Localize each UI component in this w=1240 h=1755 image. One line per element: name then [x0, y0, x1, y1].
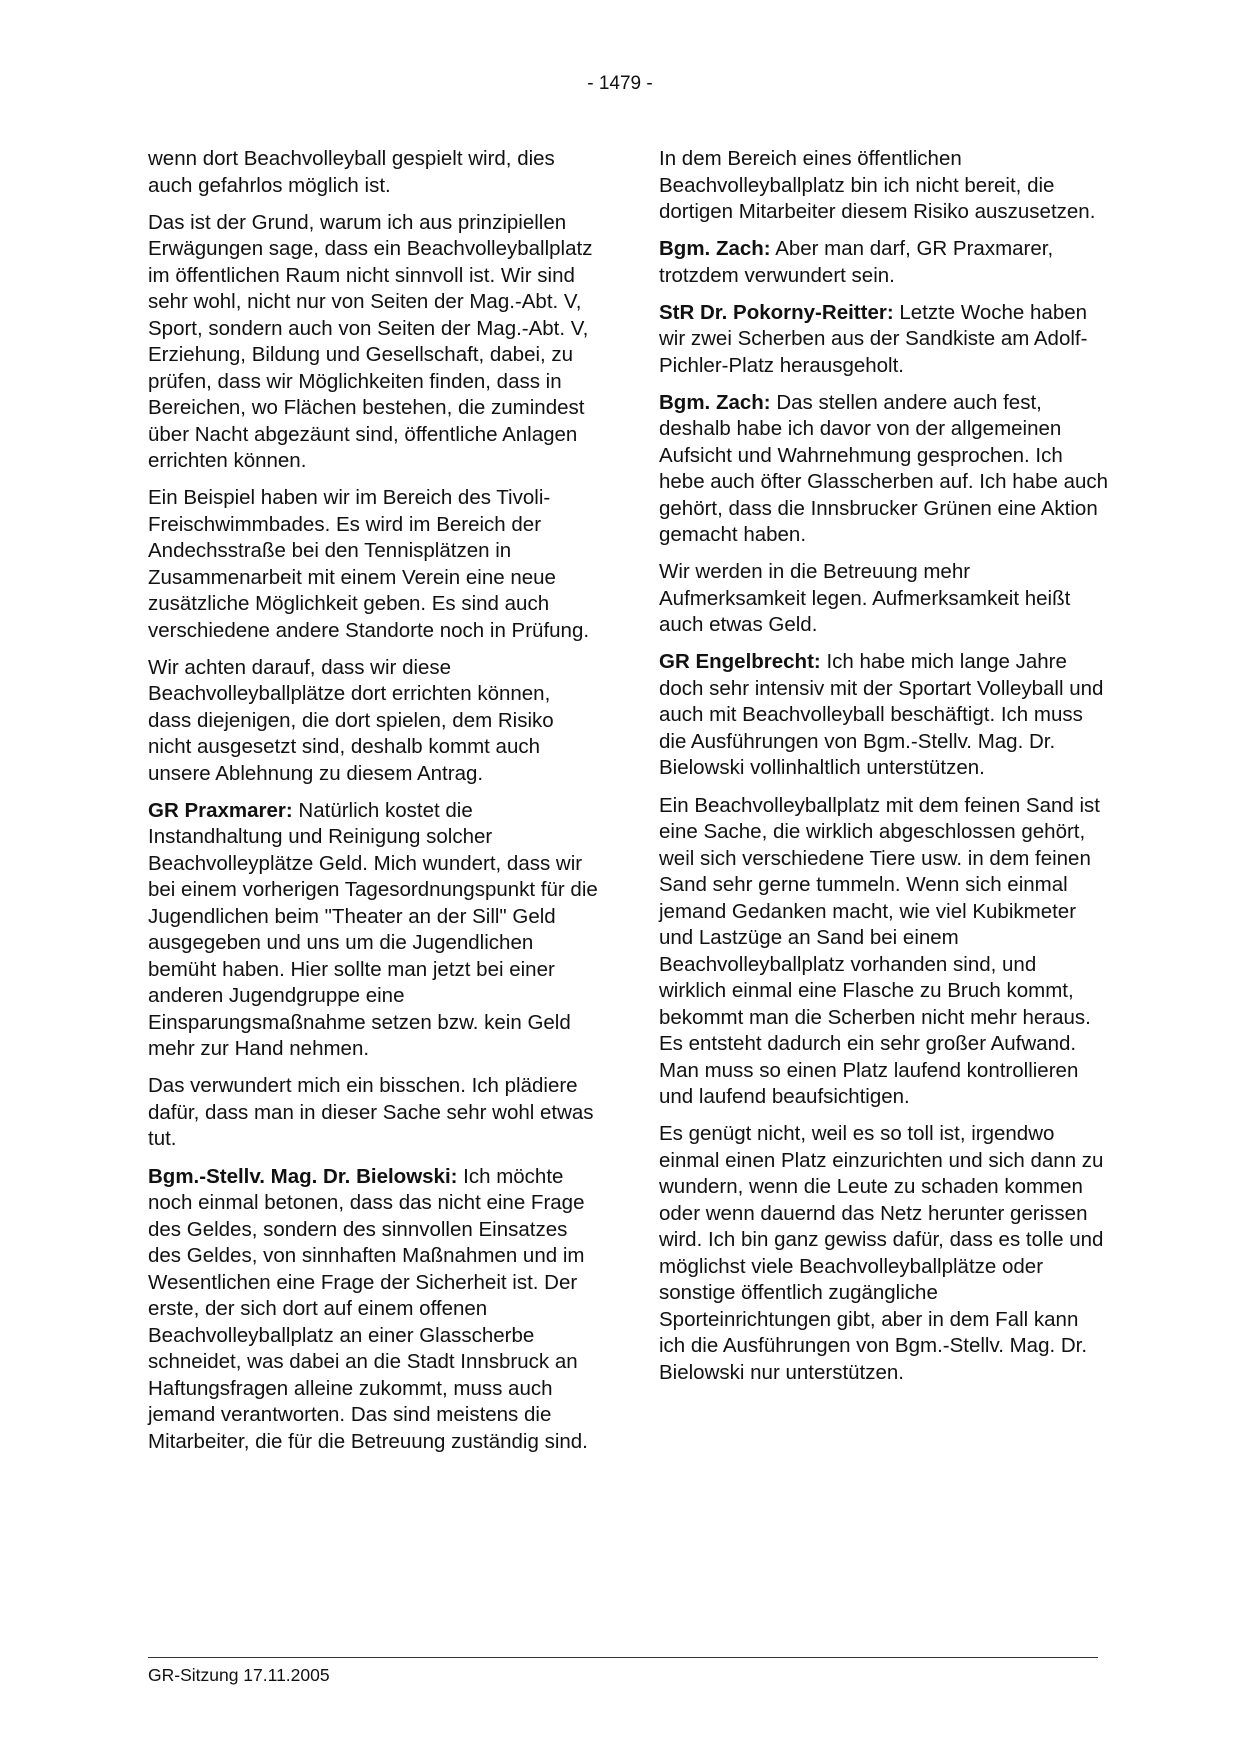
speaker-name: GR Praxmarer: [148, 798, 293, 822]
paragraph [659, 793, 1109, 1111]
paragraph-text: wenn dort Beachvolleyball gespielt wird, dies auch gefahrlos möglich ist. [148, 147, 555, 197]
paragraph [659, 649, 1109, 782]
footer-session-date: GR-Sitzung 17.11.2005 [148, 1665, 330, 1685]
paragraph-text: Ein Beachvolleyballplatz mit dem feinen Sand ist eine Sache, die wirklich abgeschlossen gehört, weil sich verschiedene Tiere usw. in dem feinen Sand sehr gerne tummeln. Wenn sich einmal jemand Gedanken macht, wie viel Kubikmeter und Lastzüge an Sand bei einem Beachvolleyballplatz vorhanden sind, und wirklich einmal eine Flasche zu Bruch kommt, bekommt man die Scherben nicht mehr heraus. Es entsteht dadurch ein sehr großer Aufwand. Man muss so einen Platz laufend kontrollieren und laufend beaufsichtigen. [659, 793, 1100, 1109]
speaker-name: StR Dr. Pokorny-Reitter: [659, 300, 894, 324]
left-column [148, 146, 598, 1466]
paragraph [659, 300, 1109, 380]
speaker-name: GR Engelbrecht: [659, 650, 821, 674]
paragraph-text: Ich habe mich lange Jahre doch sehr intensiv mit der Sportart Volleyball und auch mit Beachvolleyball beschäftigt. Ich muss die Ausführungen von Bgm.-Stellv. Mag. Dr. Bielowski vollinhaltlich unterstützen. [659, 650, 1104, 780]
paragraph [148, 655, 598, 788]
paragraph [148, 798, 598, 1063]
paragraph-text: Ich möchte noch einmal betonen, dass das nicht eine Frage des Geldes, sondern des sinnvollen Einsatzes des Geldes, von sinnhaften Maßnahmen und im Wesentlichen eine Frage der Sicherheit ist. Der erste, der sich dort auf einem offenen Beachvolleyballplatz an einer Glasscherbe schneidet, was dabei an die Stadt Innsbruck an Haftungsfragen alleine zukommt, muss auch jemand verantworten. Das sind meistens die Mitarbeiter, die für die Betreuung zuständig sind. [148, 1164, 588, 1453]
paragraph [148, 146, 598, 199]
right-column [659, 146, 1109, 1397]
paragraph-text: Das ist der Grund, warum ich aus prinzipiellen Erwägungen sage, dass ein Beachvolleyballplatz im öffentlichen Raum nicht sinnvoll ist. Wir sind sehr wohl, nicht nur von Seiten der Mag.-Abt. V, Sport, sondern auch von Seiten der Mag.-Abt. V, Erziehung, Bildung und Gesellschaft, dabei, zu prüfen, dass wir Möglichkeiten finden, dass in Bereichen, wo Flächen bestehen, die zumindest über Nacht abgezäunt sind, öffentliche Anlagen errichten können. [148, 210, 593, 473]
paragraph-text: Natürlich kostet die Instandhaltung und Reinigung solcher Beachvolleyplätze Geld. Mich wundert, dass wir bei einem vorherigen Tagesordnungspunkt für die Jugendlichen beim "Theater an der Sill" Geld ausgegeben und uns um die Jugendlichen bemüht haben. Hier sollte man jetzt bei einer anderen Jugendgruppe eine Einsparungsmaßnahme setzen bzw. kein Geld mehr zur Hand nehmen. [148, 798, 598, 1061]
paragraph [659, 236, 1109, 289]
paragraph [148, 210, 598, 475]
speaker-name: Bgm.-Stellv. Mag. Dr. Bielowski: [148, 1164, 458, 1188]
paragraph-text: Aber man darf, GR Praxmarer, trotzdem verwundert sein. [659, 237, 1054, 287]
paragraph-text: Wir werden in die Betreuung mehr Aufmerksamkeit legen. Aufmerksamkeit heißt auch etwas Geld. [659, 560, 1071, 637]
paragraph [659, 146, 1109, 226]
paragraph-text: Letzte Woche haben wir zwei Scherben aus der Sandkiste am Adolf-Pichler-Platz herausgeholt. [659, 300, 1088, 377]
paragraph [148, 485, 598, 644]
paragraph [659, 559, 1109, 639]
paragraph-text: Das stellen andere auch fest, deshalb habe ich davor von der allgemeinen Aufsicht und Wahrnehmung gesprochen. Ich hebe auch öfter Glasscherben auf. Ich habe auch gehört, dass die Innsbrucker Grünen eine Aktion gemacht haben. [659, 390, 1109, 547]
paragraph [659, 390, 1109, 549]
paragraph [148, 1073, 598, 1153]
footer-divider [148, 1657, 1098, 1658]
paragraph-text: Es genügt nicht, weil es so toll ist, irgendwo einmal einen Platz einzurichten und sich dann zu wundern, wenn die Leute zu schaden kommen oder wenn dauernd das Netz herunter gerissen wird. Ich bin ganz gewiss dafür, dass es tolle und möglichst viele Beachvolleyballplätze oder sonstige öffentlich zugängliche Sporteinrichtungen gibt, aber in dem Fall kann ich die Ausführungen von Bgm.-Stellv. Mag. Dr. Bielowski nur unterstützen. [659, 1122, 1104, 1384]
paragraph-text: Wir achten darauf, dass wir diese Beachvolleyballplätze dort errichten können, dass diejenigen, die dort spielen, dem Risiko nicht ausgesetzt sind, deshalb kommt auch unsere Ablehnung zu diesem Antrag. [148, 655, 554, 785]
speaker-name: Bgm. Zach: [659, 390, 771, 414]
paragraph [148, 1164, 598, 1456]
paragraph-text: In dem Bereich eines öffentlichen Beachvolleyballplatz bin ich nicht bereit, die dortigen Mitarbeiter diesem Risiko auszusetzen. [659, 147, 1096, 223]
paragraph-text: Ein Beispiel haben wir im Bereich des Tivoli-Freischwimmbades. Es wird im Bereich der Andechsstraße bei den Tennisplätzen in Zusammenarbeit mit einem Verein eine neue zusätzliche Möglichkeit geben. Es sind auch verschiedene andere Standorte noch in Prüfung. [148, 486, 590, 642]
page-number: - 1479 - [587, 73, 653, 94]
paragraph-text: Das verwundert mich ein bisschen. Ich plädiere dafür, dass man in dieser Sache sehr wohl etwas tut. [148, 1074, 594, 1151]
paragraph [659, 1121, 1109, 1386]
speaker-name: Bgm. Zach: [659, 237, 771, 261]
